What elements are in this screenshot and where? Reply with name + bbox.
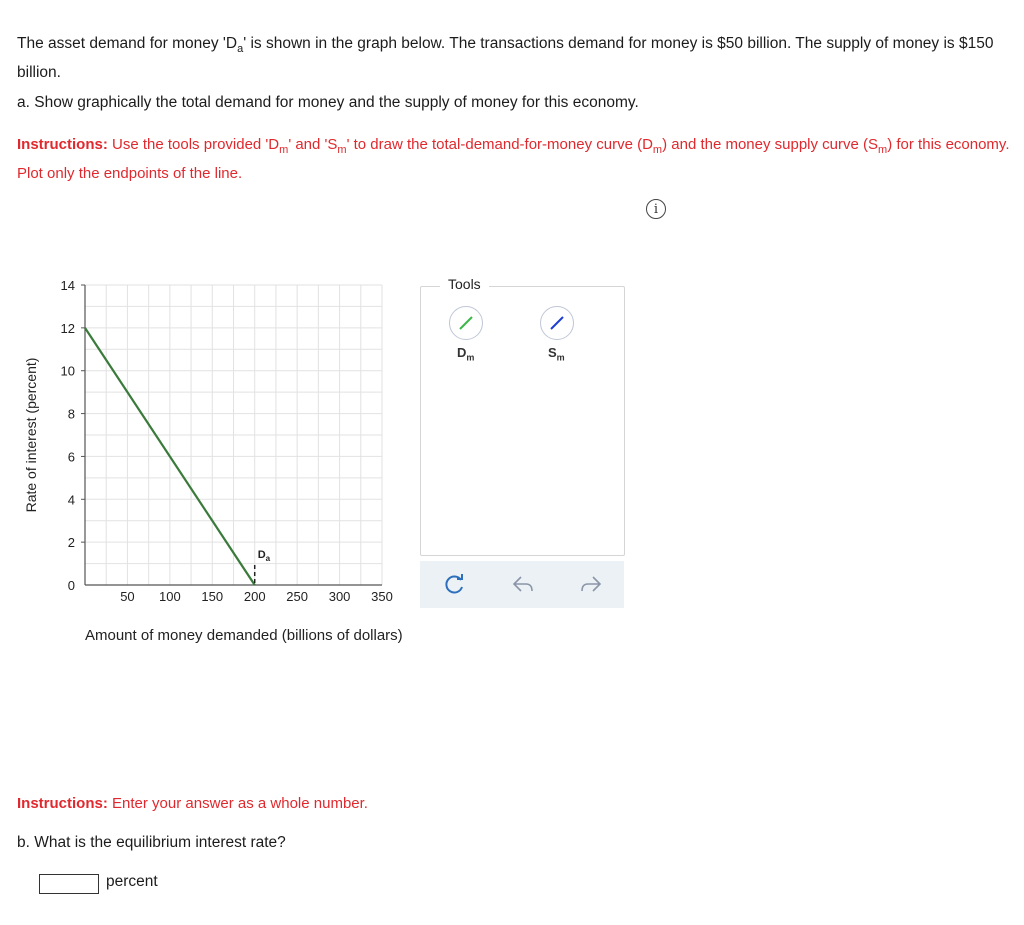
info-icon[interactable]: i bbox=[646, 199, 666, 219]
y-tick-label: 8 bbox=[67, 406, 75, 422]
x-tick-label: 200 bbox=[243, 589, 266, 604]
part-b-question: b. What is the equilibrium interest rate? bbox=[17, 834, 286, 851]
grid bbox=[85, 285, 382, 585]
action-bar bbox=[420, 561, 624, 608]
dm-tool-button[interactable] bbox=[449, 306, 483, 340]
tools-title: Tools bbox=[440, 276, 489, 292]
y-axis-label: Rate of interest (percent) bbox=[23, 357, 39, 513]
part-b-instructions: Instructions: Enter your answer as a whole number. bbox=[17, 795, 368, 812]
x-tick-label: 350 bbox=[371, 589, 393, 604]
x-tick-labels bbox=[120, 589, 393, 604]
sm-tool-button[interactable] bbox=[540, 306, 574, 340]
blue-line-icon bbox=[541, 307, 573, 339]
y-tick-label: 14 bbox=[60, 278, 75, 293]
x-axis-label: Amount of money demanded (billions of dollars) bbox=[85, 627, 403, 644]
reset-icon[interactable] bbox=[442, 571, 468, 597]
tools-panel bbox=[420, 286, 625, 556]
x-tick-label: 250 bbox=[286, 589, 308, 604]
x-tick-label: 300 bbox=[328, 589, 351, 604]
sm-tool-label: $S_m$ bbox=[548, 345, 565, 363]
equilibrium-rate-input[interactable] bbox=[39, 874, 99, 894]
green-line-icon bbox=[450, 307, 482, 339]
y-tick-label: 0 bbox=[67, 578, 75, 593]
da-curve-label: $D_a$ bbox=[257, 549, 271, 563]
y-tick-label: 6 bbox=[67, 449, 75, 465]
x-tick-label: 100 bbox=[159, 589, 181, 604]
instructions-text: Instructions: Use the tools provided '$D_m$' and '$S_m$' to draw the total-demand-for-money curve $(D_m)$ and the money supply curve $(S_m)$ for this economy. Plot only the endpoints of the line. bbox=[17, 136, 1010, 182]
y-tick-label: 4 bbox=[67, 492, 75, 508]
money-demand-graph[interactable] bbox=[0, 270, 420, 615]
redo-icon[interactable] bbox=[578, 571, 604, 597]
y-tick-label: 12 bbox=[60, 320, 75, 336]
x-tick-label: 50 bbox=[120, 589, 135, 604]
y-tick-label: 10 bbox=[60, 363, 75, 379]
unit-label: percent bbox=[106, 873, 158, 890]
y-tick-label: 2 bbox=[67, 535, 75, 551]
question-text: The asset demand for money '$D_a$' is shown in the graph below. The transactions demand for money is $50 billion. The supply of money is $150 billion. bbox=[17, 35, 994, 82]
x-tick-label: 150 bbox=[201, 589, 224, 604]
y-tick-labels bbox=[61, 278, 85, 593]
undo-icon[interactable] bbox=[510, 571, 536, 597]
dm-tool-label: $D_m$ bbox=[457, 345, 475, 363]
part-a-question: a. Show graphically the total demand for money and the supply of money for this economy. bbox=[17, 94, 639, 111]
